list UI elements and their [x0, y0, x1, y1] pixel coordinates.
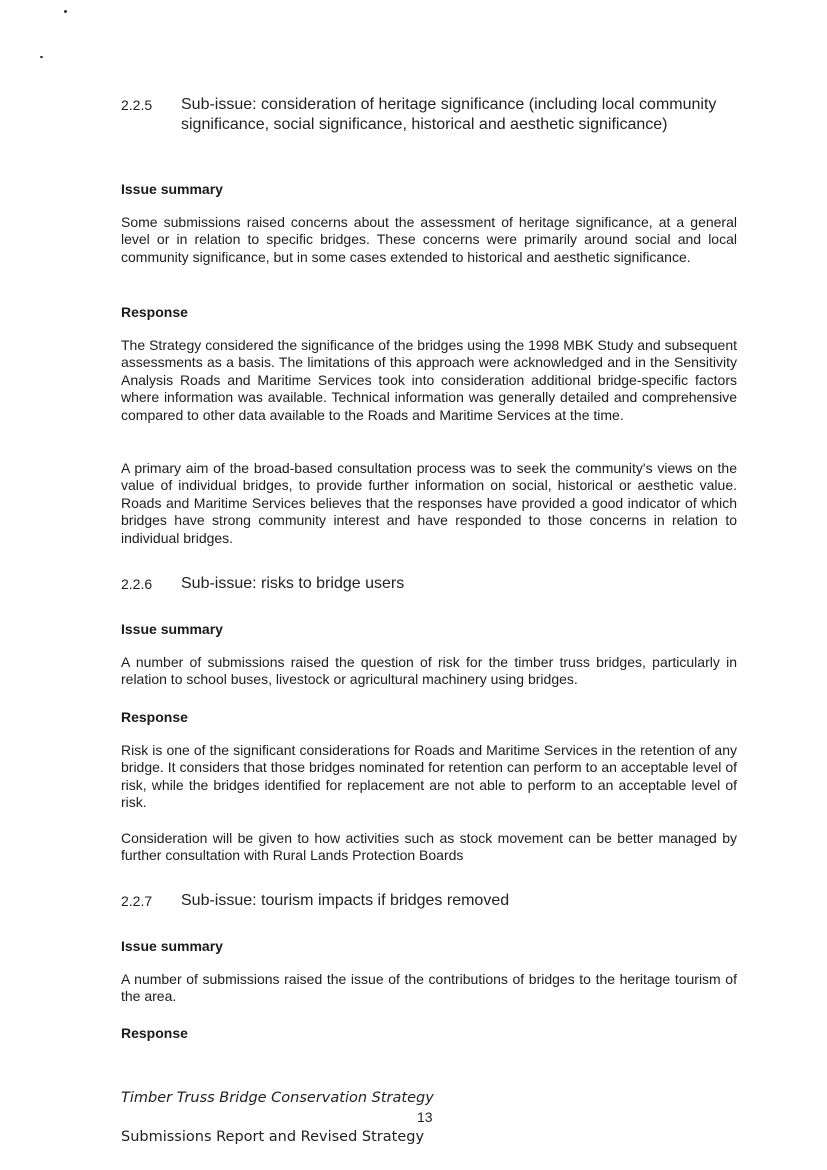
section-heading-2-2-7: [121, 891, 737, 911]
issue-summary-label: Issue summary: [121, 181, 223, 197]
issue-summary-label: Issue summary: [121, 938, 223, 954]
section-title: Sub-issue: consideration of heritage significance (including local community significance, social significance, historical and aesthetic significance): [181, 96, 717, 133]
section-number: 2.2.7: [121, 893, 153, 909]
footer-document-subtitle: Submissions Report and Revised Strategy: [121, 1129, 425, 1145]
response-label: Response: [121, 304, 188, 320]
section-title: Sub-issue: risks to bridge users: [181, 575, 405, 592]
section-number: 2.2.5: [121, 97, 153, 113]
response-paragraph: A primary aim of the broad-based consultation process was to seek the community's views on the value of individual bridges, to provide further information on social, historical or aesthetic value. Roads and Maritime Services believes that the responses have provided a good indicator of which bridges have strong community interest and have responded to those concerns in relation to individual bridges.: [121, 460, 737, 546]
page-number: 13: [417, 1109, 433, 1125]
section-heading-2-2-6: [121, 574, 737, 594]
scan-speck: [64, 10, 67, 13]
response-paragraph: Consideration will be given to how activities such as stock movement can be better managed by further consultation with Rural Lands Protection Boards: [121, 830, 737, 864]
issue-summary-paragraph: A number of submissions raised the question of risk for the timber truss bridges, particularly in relation to school buses, livestock or agricultural machinery using bridges.: [121, 654, 737, 688]
section-title: Sub-issue: tourism impacts if bridges removed: [181, 892, 510, 909]
response-label: Response: [121, 1025, 188, 1041]
response-paragraph: Risk is one of the significant considerations for Roads and Maritime Services in the retention of any bridge. It considers that those bridges nominated for retention can perform to an acceptable level of risk, while the bridges identified for replacement are not able to perform to an acceptable level of risk.: [121, 742, 737, 811]
section-heading-2-2-5: [121, 95, 737, 135]
response-label: Response: [121, 709, 188, 725]
issue-summary-paragraph: Some submissions raised concerns about the assessment of heritage significance, at a general level or in relation to specific bridges. These concerns were primarily around social and local community significance, but in some cases extended to historical and aesthetic significance.: [121, 214, 737, 265]
footer-document-title: Timber Truss Bridge Conservation Strategy: [121, 1090, 434, 1106]
response-paragraph: The Strategy considered the significance of the bridges using the 1998 MBK Study and subsequent assessments as a basis. The limitations of this approach were acknowledged and in the Sensitivity Analysis Roads and Maritime Services took into consideration additional bridge-specific factors where information was available. Technical information was generally detailed and comprehensive compared to other data available to the Roads and Maritime Services at the time.: [121, 337, 737, 423]
scan-speck: [40, 56, 43, 58]
issue-summary-paragraph: A number of submissions raised the issue of the contributions of bridges to the heritage tourism of the area.: [121, 971, 737, 1005]
issue-summary-label: Issue summary: [121, 621, 223, 637]
section-number: 2.2.6: [121, 576, 153, 592]
